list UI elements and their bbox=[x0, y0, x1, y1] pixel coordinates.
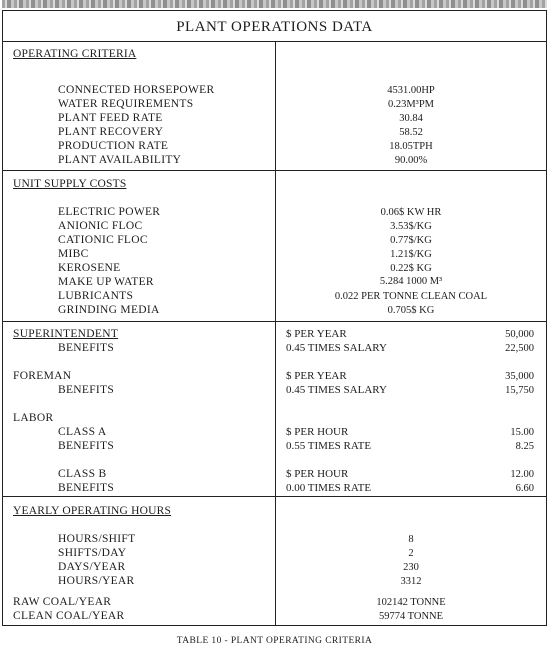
criteria-value: 18.05TPH bbox=[389, 141, 433, 152]
criteria-value: 0.23M³PM bbox=[387, 99, 435, 110]
unit-supply-costs-section bbox=[3, 171, 546, 322]
unit-supply-costs-header: UNIT SUPPLY COSTS bbox=[13, 178, 127, 190]
cost-value: 0.06$ KW HR bbox=[380, 207, 442, 218]
column-divider bbox=[275, 322, 276, 496]
criteria-label: PLANT RECOVERY bbox=[58, 126, 164, 138]
clean-coal-value: 59774 TONNE bbox=[378, 611, 444, 622]
cost-label: ELECTRIC POWER bbox=[58, 206, 161, 218]
yearly-operating-hours-section bbox=[3, 497, 546, 625]
cost-label: MIBC bbox=[58, 248, 89, 260]
hours-value: 230 bbox=[403, 562, 419, 573]
benefits-amount: 6.60 bbox=[515, 483, 534, 494]
benefits-amount: 15,750 bbox=[505, 385, 534, 396]
cost-value: 0.22$ KG bbox=[390, 263, 432, 274]
superintendent-amount: 50,000 bbox=[505, 329, 534, 340]
criteria-label: WATER REQUIREMENTS bbox=[58, 98, 194, 110]
labor-label: LABOR bbox=[13, 412, 54, 424]
operations-table bbox=[2, 10, 547, 626]
column-divider bbox=[275, 497, 276, 625]
cost-label: CATIONIC FLOC bbox=[58, 234, 148, 246]
table-caption: TABLE 10 - PLANT OPERATING CRITERIA bbox=[176, 636, 373, 646]
class-b-desc: $ PER HOUR bbox=[286, 468, 349, 480]
superintendent-desc: $ PER YEAR bbox=[286, 328, 347, 340]
column-divider bbox=[275, 42, 276, 170]
cost-label: ANIONIC FLOC bbox=[58, 220, 143, 232]
cost-label: GRINDING MEDIA bbox=[58, 304, 160, 316]
cost-value: 0.705$ KG bbox=[387, 305, 435, 316]
scan-edge-noise bbox=[2, 0, 547, 8]
class-a-desc: $ PER HOUR bbox=[286, 426, 349, 438]
cost-value: 1.21$/KG bbox=[390, 249, 432, 260]
raw-coal-label: RAW COAL/YEAR bbox=[13, 596, 112, 608]
document-page bbox=[2, 0, 547, 626]
benefits-amount: 22,500 bbox=[505, 343, 534, 354]
benefits-desc: 0.45 TIMES SALARY bbox=[286, 342, 387, 354]
benefits-label: BENEFITS bbox=[58, 342, 115, 354]
class-b-amount: 12.00 bbox=[510, 469, 534, 480]
cost-value: 5.284 1000 M³ bbox=[379, 276, 443, 287]
class-a-label: CLASS A bbox=[58, 426, 107, 438]
foreman-desc: $ PER YEAR bbox=[286, 370, 347, 382]
hours-value: 3312 bbox=[400, 576, 422, 587]
raw-coal-value: 102142 TONNE bbox=[376, 597, 446, 608]
benefits-amount: 8.25 bbox=[515, 441, 534, 452]
cost-label: LUBRICANTS bbox=[58, 290, 134, 302]
hours-value: 8 bbox=[408, 534, 414, 545]
cost-value: 0.022 PER TONNE CLEAN COAL bbox=[334, 291, 488, 302]
benefits-label: BENEFITS bbox=[58, 482, 115, 494]
foreman-amount: 35,000 bbox=[505, 371, 534, 382]
superintendent-label: SUPERINTENDENT bbox=[13, 328, 119, 340]
class-b-label: CLASS B bbox=[58, 468, 107, 480]
hours-value: 2 bbox=[408, 548, 414, 559]
staffing-section bbox=[3, 322, 546, 497]
column-divider bbox=[275, 171, 276, 321]
benefits-desc: 0.00 TIMES RATE bbox=[286, 482, 372, 494]
clean-coal-label: CLEAN COAL/YEAR bbox=[13, 610, 125, 622]
benefits-desc: 0.55 TIMES RATE bbox=[286, 440, 372, 452]
yearly-operating-hours-header: YEARLY OPERATING HOURS bbox=[13, 505, 172, 517]
criteria-value: 30.84 bbox=[399, 113, 423, 124]
benefits-label: BENEFITS bbox=[58, 440, 115, 452]
cost-label: KEROSENE bbox=[58, 262, 121, 274]
hours-label: HOURS/SHIFT bbox=[58, 533, 136, 545]
class-a-amount: 15.00 bbox=[510, 427, 534, 438]
criteria-label: PRODUCTION RATE bbox=[58, 140, 169, 152]
cost-value: 3.53$/KG bbox=[390, 221, 432, 232]
cost-value: 0.77$/KG bbox=[390, 235, 432, 246]
criteria-label: CONNECTED HORSEPOWER bbox=[58, 84, 215, 96]
hours-label: DAYS/YEAR bbox=[58, 561, 126, 573]
criteria-value: 58.52 bbox=[399, 127, 423, 138]
cost-label: MAKE UP WATER bbox=[58, 276, 154, 288]
hours-label: HOURS/YEAR bbox=[58, 575, 135, 587]
benefits-label: BENEFITS bbox=[58, 384, 115, 396]
criteria-value: 90.00% bbox=[394, 155, 428, 166]
operating-criteria-section bbox=[3, 42, 546, 171]
benefits-desc: 0.45 TIMES SALARY bbox=[286, 384, 387, 396]
operating-criteria-header: OPERATING CRITERIA bbox=[13, 48, 137, 60]
criteria-value: 4531.00HP bbox=[387, 85, 435, 96]
foreman-label: FOREMAN bbox=[13, 370, 72, 382]
table-title: PLANT OPERATIONS DATA bbox=[3, 11, 546, 42]
hours-label: SHIFTS/DAY bbox=[58, 547, 127, 559]
criteria-label: PLANT FEED RATE bbox=[58, 112, 163, 124]
criteria-label: PLANT AVAILABILITY bbox=[58, 154, 182, 166]
